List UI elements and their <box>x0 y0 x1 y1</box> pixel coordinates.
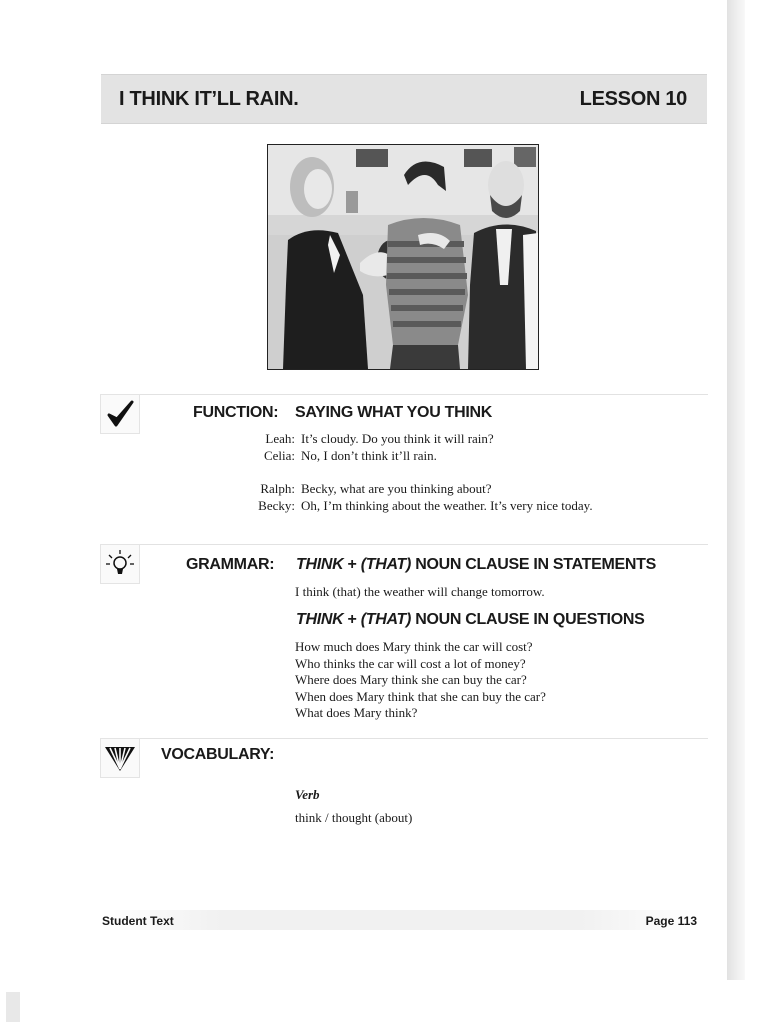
lesson-title: I THINK IT’LL RAIN. <box>119 88 299 110</box>
lightbulb-icon <box>101 545 139 583</box>
section-divider <box>138 738 708 739</box>
section-divider <box>138 544 708 545</box>
dialog-text: It’s cloudy. Do you think it will rain? <box>301 431 494 446</box>
dialog-text: Oh, I’m thinking about the weather. It’s very nice today. <box>301 498 593 513</box>
lesson-header <box>101 74 707 124</box>
scan-corner-mark <box>6 992 20 1022</box>
speaker: Leah: <box>265 431 295 446</box>
grammar-icon-box <box>100 544 140 584</box>
grammar-label: GRAMMAR: <box>186 556 275 573</box>
question-line: What does Mary think? <box>295 705 418 720</box>
vocabulary-icon-box <box>100 738 140 778</box>
grammar-statement: I think (that) the weather will change tomorrow. <box>295 584 545 599</box>
footer-student-text: Student Text <box>102 914 174 928</box>
footer-page-number: Page 113 <box>645 914 697 928</box>
photo-illustration <box>268 145 538 369</box>
grammar-title-statements <box>296 556 656 574</box>
title-italic: THINK <box>296 556 344 573</box>
checkmark-icon <box>101 395 139 433</box>
grammar-title-questions <box>296 611 644 629</box>
dialog-text: No, I don’t think it’ll rain. <box>301 448 437 463</box>
title-italic: (THAT) <box>360 611 412 628</box>
verb-label: Verb <box>295 787 320 802</box>
dialog-line <box>245 430 494 447</box>
verb-entry: think / thought (about) <box>295 810 413 825</box>
question-line: Who thinks the car will cost a lot of money? <box>295 655 526 671</box>
vocabulary-label: VOCABULARY: <box>161 746 275 763</box>
title-plus: + <box>343 611 361 628</box>
grammar-questions <box>295 639 546 722</box>
lesson-photo <box>267 144 539 370</box>
speaker: Celia: <box>263 448 295 463</box>
dialog-line <box>245 480 593 497</box>
dialog-line <box>245 497 593 514</box>
function-label: FUNCTION: <box>193 404 279 421</box>
function-title: SAYING WHAT YOU THINK <box>295 404 492 421</box>
question-line: When does Mary think that she can buy the car? <box>295 688 546 704</box>
title-rest: NOUN CLAUSE IN QUESTIONS <box>411 611 645 628</box>
dialog-block-2 <box>245 480 593 514</box>
dialog-text: Becky, what are you thinking about? <box>301 481 492 496</box>
lesson-number: LESSON 10 <box>579 88 687 110</box>
title-italic: (THAT) <box>360 556 412 573</box>
page-edge <box>727 0 745 980</box>
speaker: Ralph: <box>260 481 295 496</box>
section-divider <box>138 394 708 395</box>
vocabulary-emblem-icon <box>101 739 139 777</box>
title-plus: + <box>343 556 361 573</box>
footer-band <box>101 910 701 930</box>
question-line: Where does Mary think she can buy the car? <box>295 672 527 687</box>
speaker: Becky: <box>258 498 295 513</box>
question-line: How much does Mary think the car will cost? <box>295 639 533 654</box>
dialog-block-1 <box>245 430 494 464</box>
function-icon-box <box>100 394 140 434</box>
title-rest: NOUN CLAUSE IN STATEMENTS <box>411 556 657 573</box>
title-italic: THINK <box>296 611 344 628</box>
dialog-line <box>245 447 494 464</box>
